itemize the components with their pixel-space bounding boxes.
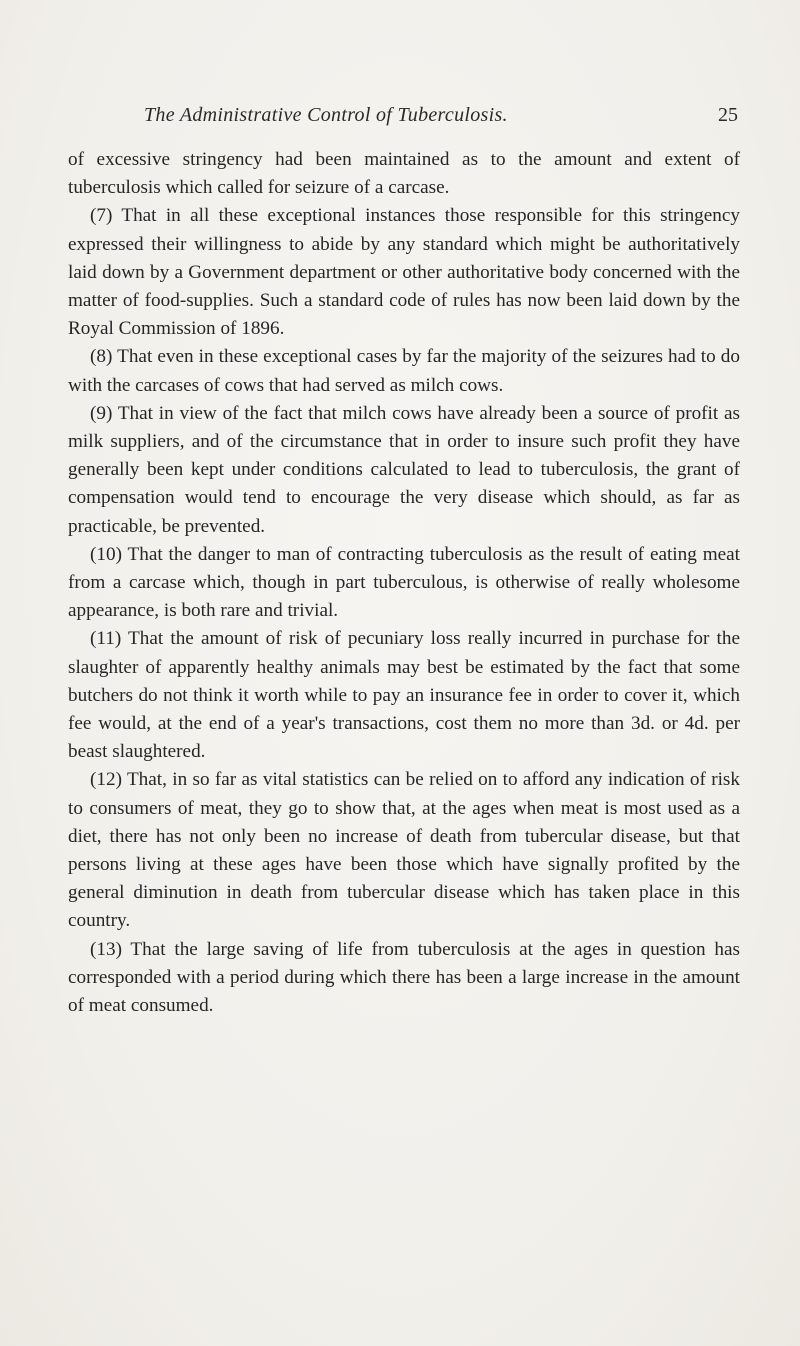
paragraph-11: (11) That the amount of risk of pecuniary loss really incurred in purchase for the slaughter of apparently healthy animals may best be estimated by the fact that some butchers do not think it worth while to pay an insurance fee in order to cover it, which fee would, at the end of a year's transactions, cost them no more than 3d. or 4d. per beast slaughtered.: [68, 628, 740, 763]
running-header: [68, 104, 740, 132]
paragraph-10: (10) That the danger to man of contracting tuberculosis as the result of eating meat from a carcase which, though in part tuberculous, is otherwise of really wholesome appearance, is both rare and trivial.: [68, 543, 740, 622]
page-number: 25: [718, 104, 738, 126]
paragraph-7: (7) That in all these exceptional instances those responsible for this stringency expressed their willingness to abide by any standard which might be authoritatively laid down by a Government department or other authoritative body concerned with the matter of food-supplies. Such a standard code of rules has now been laid down by the Royal Commission of 1896.: [68, 205, 740, 340]
paragraph-continuation: of excessive stringency had been maintained as to the amount and extent of tuberculosis which called for seizure of a carcase.: [68, 149, 740, 199]
running-title: The Administrative Control of Tuberculosis.: [144, 104, 508, 126]
paragraph-8: (8) That even in these exceptional cases by far the majority of the seizures had to do with the carcases of cows that had served as milch cows.: [68, 346, 740, 396]
body-text: [68, 146, 740, 1020]
paragraph-12: (12) That, in so far as vital statistics can be relied on to afford any indication of risk to consumers of meat, they go to show that, at the ages when meat is most used as a diet, there has not only been no increase of death from tubercular disease, but that persons living at these ages have been those which have signally profited by the general diminution in death from tubercular disease which has taken place in this country.: [68, 769, 740, 932]
paragraph-9: (9) That in view of the fact that milch cows have already been a source of profit as milk suppliers, and of the circumstance that in order to insure such profit they have generally been kept under conditions calculated to lead to tuberculosis, the grant of compensation would tend to encourage the very disease which should, as far as practicable, be prevented.: [68, 402, 740, 537]
paragraph-13: (13) That the large saving of life from tuberculosis at the ages in question has corresponded with a period during which there has been a large increase in the amount of meat consumed.: [68, 938, 740, 1017]
